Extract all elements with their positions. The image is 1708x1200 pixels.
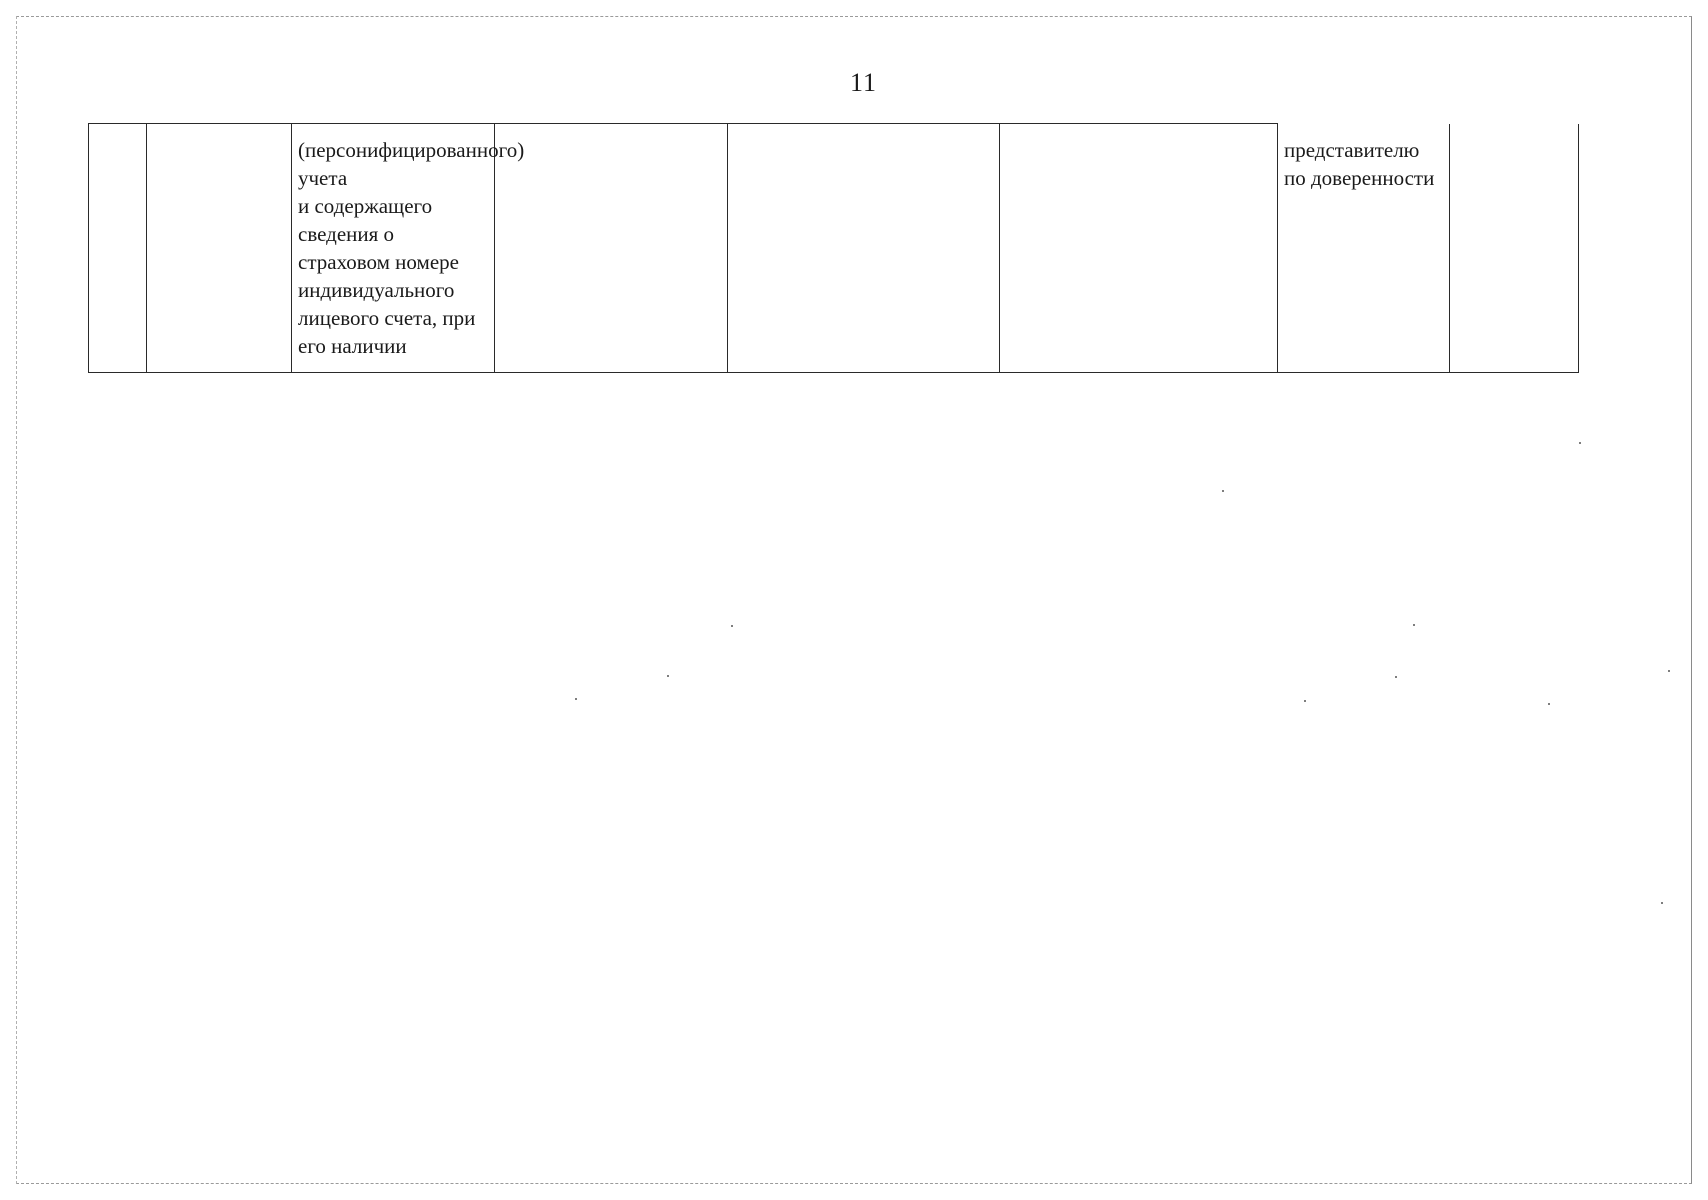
scan-speck <box>667 675 669 677</box>
scan-speck <box>731 625 733 627</box>
table-cell <box>89 124 147 373</box>
table-cell-description <box>292 124 525 373</box>
table-cell <box>147 124 292 373</box>
scan-speck <box>1395 676 1397 678</box>
table-cell <box>1450 124 1579 373</box>
cell-text: представителю по доверенности <box>1284 137 1435 190</box>
table-cell <box>1000 124 1278 373</box>
scan-speck <box>1668 670 1670 672</box>
table-cell <box>495 124 728 373</box>
table-row <box>89 124 1579 373</box>
scan-speck <box>1413 624 1415 626</box>
scan-speck <box>1222 490 1224 492</box>
scan-speck <box>575 698 577 700</box>
table-cell-recipient <box>1278 124 1450 373</box>
scan-speck <box>1661 902 1663 904</box>
document-table <box>88 123 1579 373</box>
page-number: 11 <box>850 68 878 97</box>
scan-speck <box>1579 442 1581 444</box>
scan-speck <box>1304 700 1306 702</box>
scan-speck <box>1548 703 1550 705</box>
cell-text: (персонифицированного) учета и содержащего сведения о страховом номере индивидуального лицевого счета, при его наличии <box>298 138 525 358</box>
table-cell <box>728 124 1000 373</box>
